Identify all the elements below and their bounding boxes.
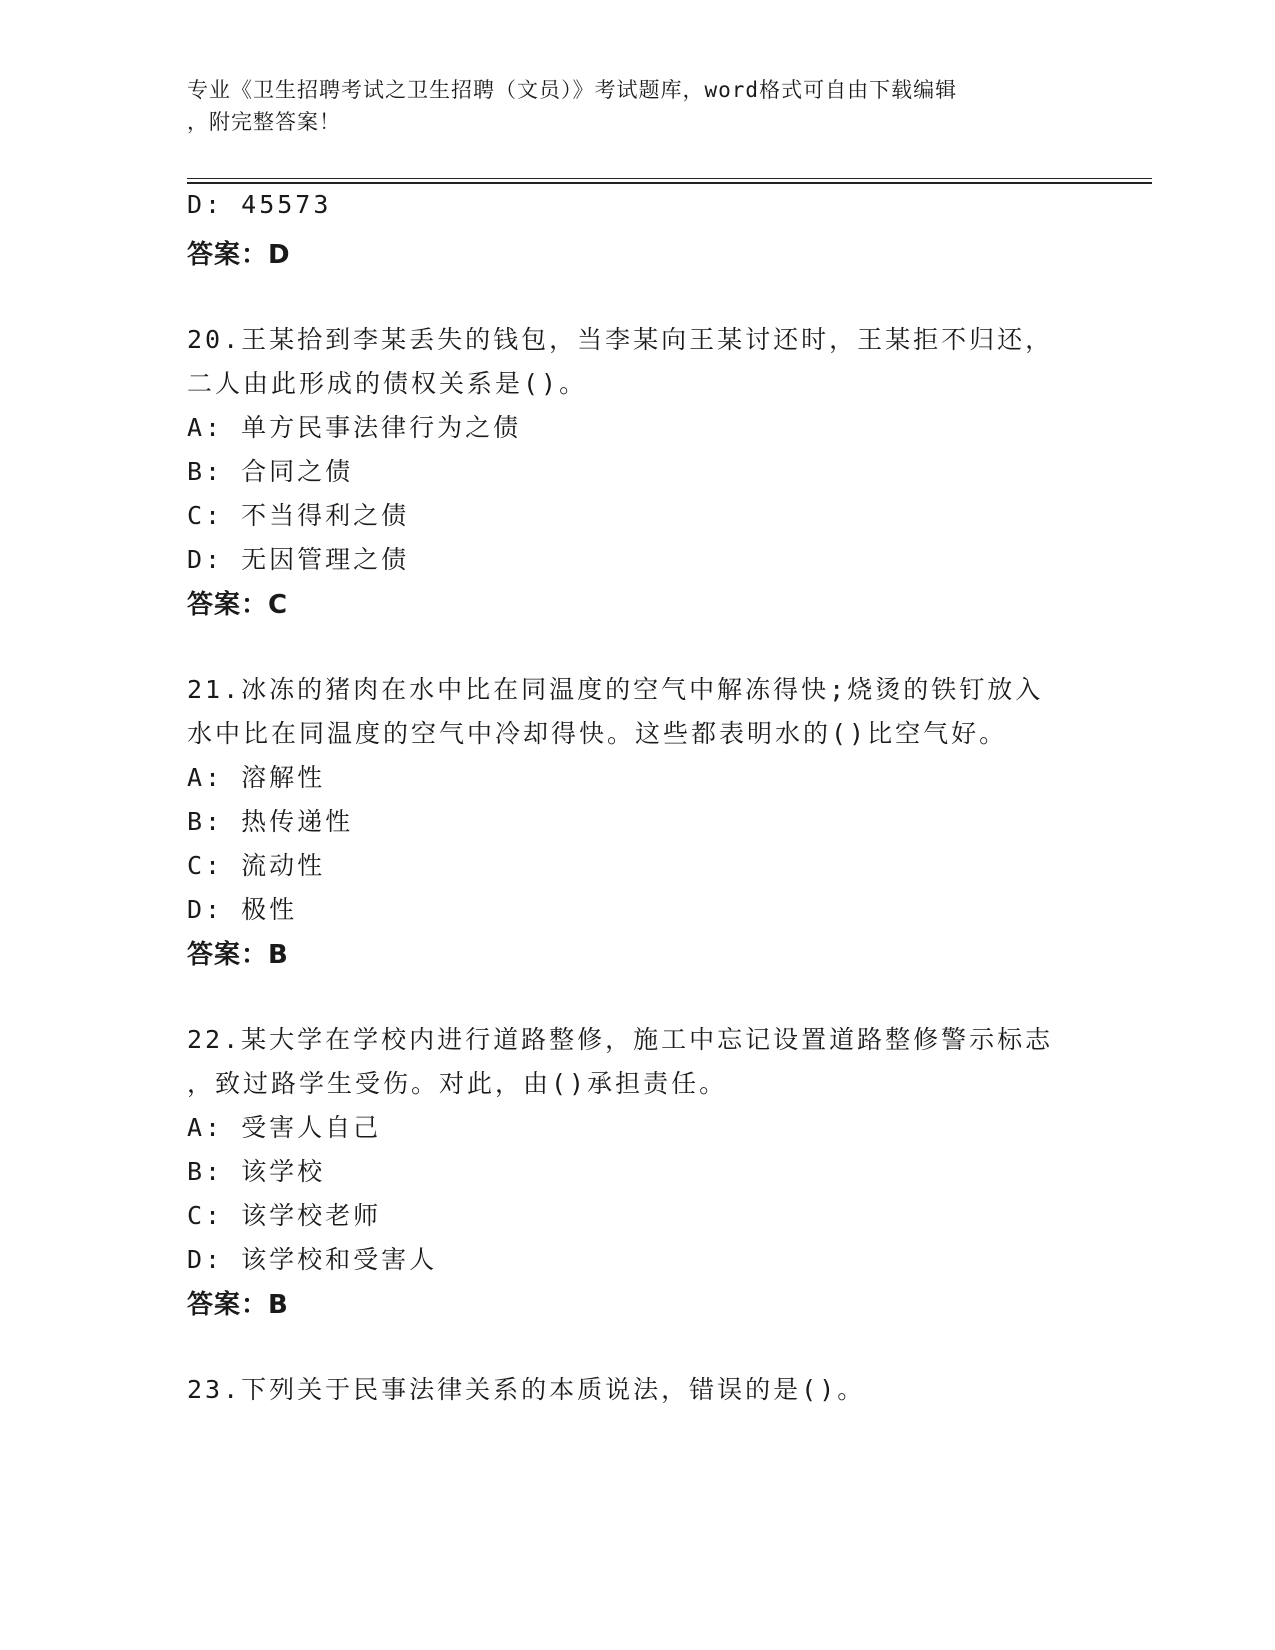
question-stem-line: 二人由此形成的债权关系是()。 [187, 369, 588, 398]
question-stem-line: 23.下列关于民事法律关系的本质说法，错误的是()。 [187, 1375, 866, 1404]
option-c: C: 该学校老师 [187, 1201, 382, 1230]
option-d: D: 该学校和受害人 [187, 1245, 438, 1274]
question-stem-line: 22.某大学在学校内进行道路整修，施工中忘记设置道路整修警示标志 [187, 1025, 1054, 1054]
answer: 答案：D [187, 240, 291, 270]
option-d: D: 45573 [187, 190, 332, 219]
answer: 答案：C [187, 590, 289, 620]
answer: 答案：B [187, 1290, 289, 1320]
header-divider-thick [187, 182, 1152, 184]
option-d: D: 无因管理之债 [187, 545, 410, 574]
option-b: B: 该学校 [187, 1157, 326, 1186]
header-line-2: ，附完整答案！ [187, 110, 341, 134]
option-a: A: 溶解性 [187, 763, 326, 792]
header-line-1: 专业《卫生招聘考试之卫生招聘（文员）》考试题库，word格式可自由下载编辑 [187, 78, 958, 102]
option-c: C: 不当得利之债 [187, 501, 410, 530]
answer: 答案：B [187, 940, 289, 970]
option-b: B: 热传递性 [187, 807, 354, 836]
question-stem-line: 20.王某拾到李某丢失的钱包，当李某向王某讨还时，王某拒不归还， [187, 325, 1054, 354]
option-d: D: 极性 [187, 895, 298, 924]
option-c: C: 流动性 [187, 851, 326, 880]
question-stem-line: 水中比在同温度的空气中冷却得快。这些都表明水的()比空气好。 [187, 719, 1008, 748]
question-stem-line: ，致过路学生受伤。对此，由()承担责任。 [187, 1069, 728, 1098]
question-stem-line: 21.冰冻的猪肉在水中比在同温度的空气中解冻得快;烧烫的铁钉放入 [187, 675, 1044, 704]
header-divider-thin [187, 178, 1152, 179]
option-b: B: 合同之债 [187, 457, 354, 486]
document-header [187, 74, 1067, 138]
option-a: A: 受害人自己 [187, 1113, 382, 1142]
option-a: A: 单方民事法律行为之债 [187, 413, 522, 442]
